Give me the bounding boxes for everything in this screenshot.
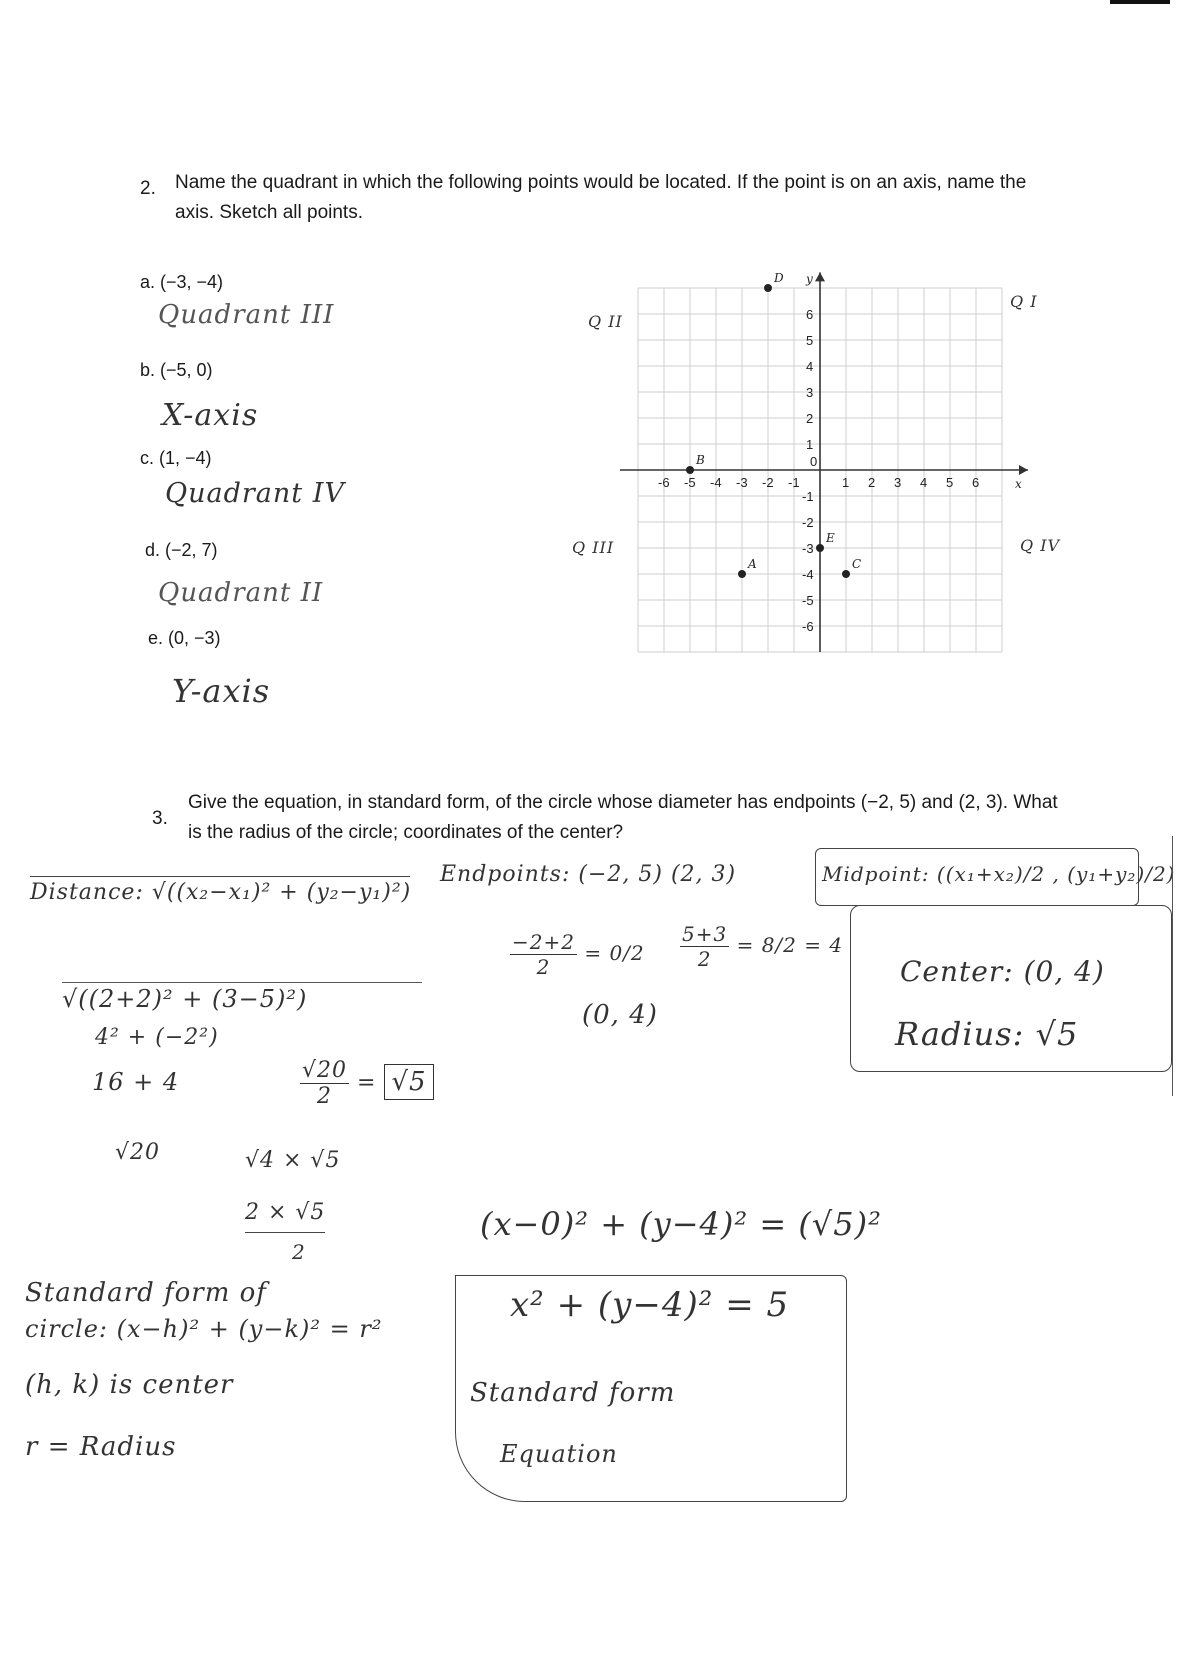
x-tick-label: -1: [788, 475, 800, 490]
std-note-4: r = Radius: [25, 1432, 177, 1462]
endpoints-note: Endpoints: (−2, 5) (2, 3): [440, 862, 737, 887]
half-den: 2: [317, 1084, 332, 1109]
q2-prompt-d: d. (−2, 7): [145, 540, 218, 560]
q2-answer-e: Y-axis: [172, 672, 271, 710]
distance-step-1: √((2+2)² + (3−5)²): [62, 985, 308, 1013]
distance-underline: [30, 876, 410, 877]
quadrant-label-1: Q I: [1010, 292, 1038, 311]
std-note-1: Standard form of: [25, 1278, 267, 1308]
distance-step-1-line: [62, 982, 422, 983]
y-tick-label: 1: [806, 437, 814, 452]
axes: [620, 272, 1028, 652]
center-answer: Center: (0, 4): [900, 955, 1105, 988]
point-e: [816, 544, 824, 552]
point-d: [764, 284, 772, 292]
y-tick-label: 4: [806, 359, 814, 374]
simplify-step-1: √4 × √5: [245, 1148, 341, 1173]
point-label-b: B: [696, 453, 705, 467]
y-tick-label: -6: [802, 619, 814, 634]
equation-note-2: Equation: [500, 1440, 618, 1468]
midpoint-result: (0, 4): [582, 1000, 658, 1030]
y-tick-label: -5: [802, 593, 814, 608]
x-tick-label: 1: [842, 475, 850, 490]
question-2-text: Name the quadrant in which the following points would be located. If the point is on an axis, name the axis. Sketch all points.: [175, 172, 1027, 223]
y-tick-label: 3: [806, 385, 814, 400]
x-calc-den: 2: [536, 955, 551, 979]
point-c: [842, 570, 850, 578]
x-axis-label: x: [1015, 477, 1022, 491]
distance-formula: Distance: √((x₂−x₁)² + (y₂−y₁)²): [30, 880, 412, 905]
q2-answer-c: Quadrant IV: [165, 478, 345, 509]
y-tick-label: -2: [802, 515, 814, 530]
scan-mark: [1110, 0, 1170, 4]
y-tick-label: 6: [806, 307, 814, 322]
x-tick-label: 6: [972, 475, 980, 490]
x-tick-label: 5: [946, 475, 954, 490]
half-num: √20: [302, 1058, 348, 1083]
point-label-c: C: [852, 557, 862, 571]
question-2-number: 2.: [140, 178, 156, 199]
std-note-3: (h, k) is center: [25, 1370, 234, 1400]
q2-answer-d: Quadrant II: [158, 578, 324, 608]
equation-note-1: Standard form: [470, 1378, 676, 1408]
x-tick-label: 4: [920, 475, 928, 490]
quadrant-label-4: Q IV: [1020, 536, 1061, 555]
x-tick-label: -6: [658, 475, 670, 490]
std-note-2: circle: (x−h)² + (y−k)² = r²: [25, 1315, 383, 1343]
x-calc-num: −2+2: [512, 930, 575, 954]
y-tick-label: -3: [802, 541, 814, 556]
simplify-fraction-bar: [245, 1232, 325, 1233]
y-calc-num: 5+3: [682, 922, 728, 946]
radius-boxed: √5: [384, 1064, 433, 1100]
y-axis-label: y: [806, 271, 813, 286]
point-label-d: D: [774, 271, 784, 285]
y-calc-result: = 8/2 = 4: [736, 933, 844, 957]
origin-label: 0: [810, 454, 818, 469]
plotted-points: [686, 271, 861, 578]
q2-prompt-c: c. (1, −4): [140, 448, 212, 468]
x-axis-arrow: [1019, 465, 1028, 475]
distance-step-3: 16 + 4: [92, 1068, 180, 1096]
x-tick-label: -3: [736, 475, 748, 490]
y-midpoint-calc: [680, 922, 843, 971]
radius-answer: Radius: √5: [895, 1015, 1079, 1053]
distance-step-4: √20: [115, 1140, 161, 1165]
q2-prompt-a: a. (−3, −4): [140, 272, 224, 292]
q2-answer-b: X-axis: [162, 398, 259, 433]
point-label-e: E: [826, 531, 835, 545]
midpoint-formula: Midpoint: ((x₁+x₂)/2 , (y₁+y₂)/2): [822, 862, 1176, 886]
q2-prompt-e: e. (0, −3): [148, 628, 221, 648]
x-midpoint-calc: [510, 930, 645, 979]
quadrant-label-2: Q II: [588, 312, 623, 331]
x-calc-result: = 0/2: [584, 941, 645, 965]
point-label-a: A: [748, 557, 757, 571]
simplify-step-2: 2 × √5: [245, 1200, 326, 1225]
y-calc-den: 2: [697, 947, 712, 971]
x-tick-label: -2: [762, 475, 774, 490]
y-tick-label: -1: [802, 489, 814, 504]
x-tick-label: -5: [684, 475, 696, 490]
point-b: [686, 466, 694, 474]
y-tick-label: 5: [806, 333, 814, 348]
question-3-text: Give the equation, in standard form, of the circle whose diameter has endpoints (−2, 5) and (2, 3). What is the radius of the circle; coordinates of the center?: [188, 792, 1058, 843]
equation-final: x² + (y−4)² = 5: [510, 1285, 790, 1325]
x-tick-label: -4: [710, 475, 722, 490]
q2-answer-a: Quadrant III: [158, 300, 335, 330]
equation-step-1: (x−0)² + (y−4)² = (√5)²: [480, 1205, 882, 1243]
page-edge-line: [1172, 836, 1173, 1096]
y-axis-arrow: [815, 272, 825, 281]
simplify-step-3: 2: [292, 1240, 306, 1264]
y-tick-label: -4: [802, 567, 814, 582]
coordinate-plane: [620, 270, 1040, 690]
x-tick-label: 2: [868, 475, 876, 490]
radius-calc: $\frac{√20}{2}$ = √5: [300, 1058, 434, 1109]
distance-step-2: 4² + (−2²): [95, 1025, 219, 1050]
y-tick-label: 2: [806, 411, 814, 426]
question-3-number: 3.: [152, 808, 168, 829]
quadrant-label-3: Q III: [572, 538, 615, 557]
q2-prompt-b: b. (−5, 0): [140, 360, 213, 380]
x-tick-label: 3: [894, 475, 902, 490]
point-a: [738, 570, 746, 578]
